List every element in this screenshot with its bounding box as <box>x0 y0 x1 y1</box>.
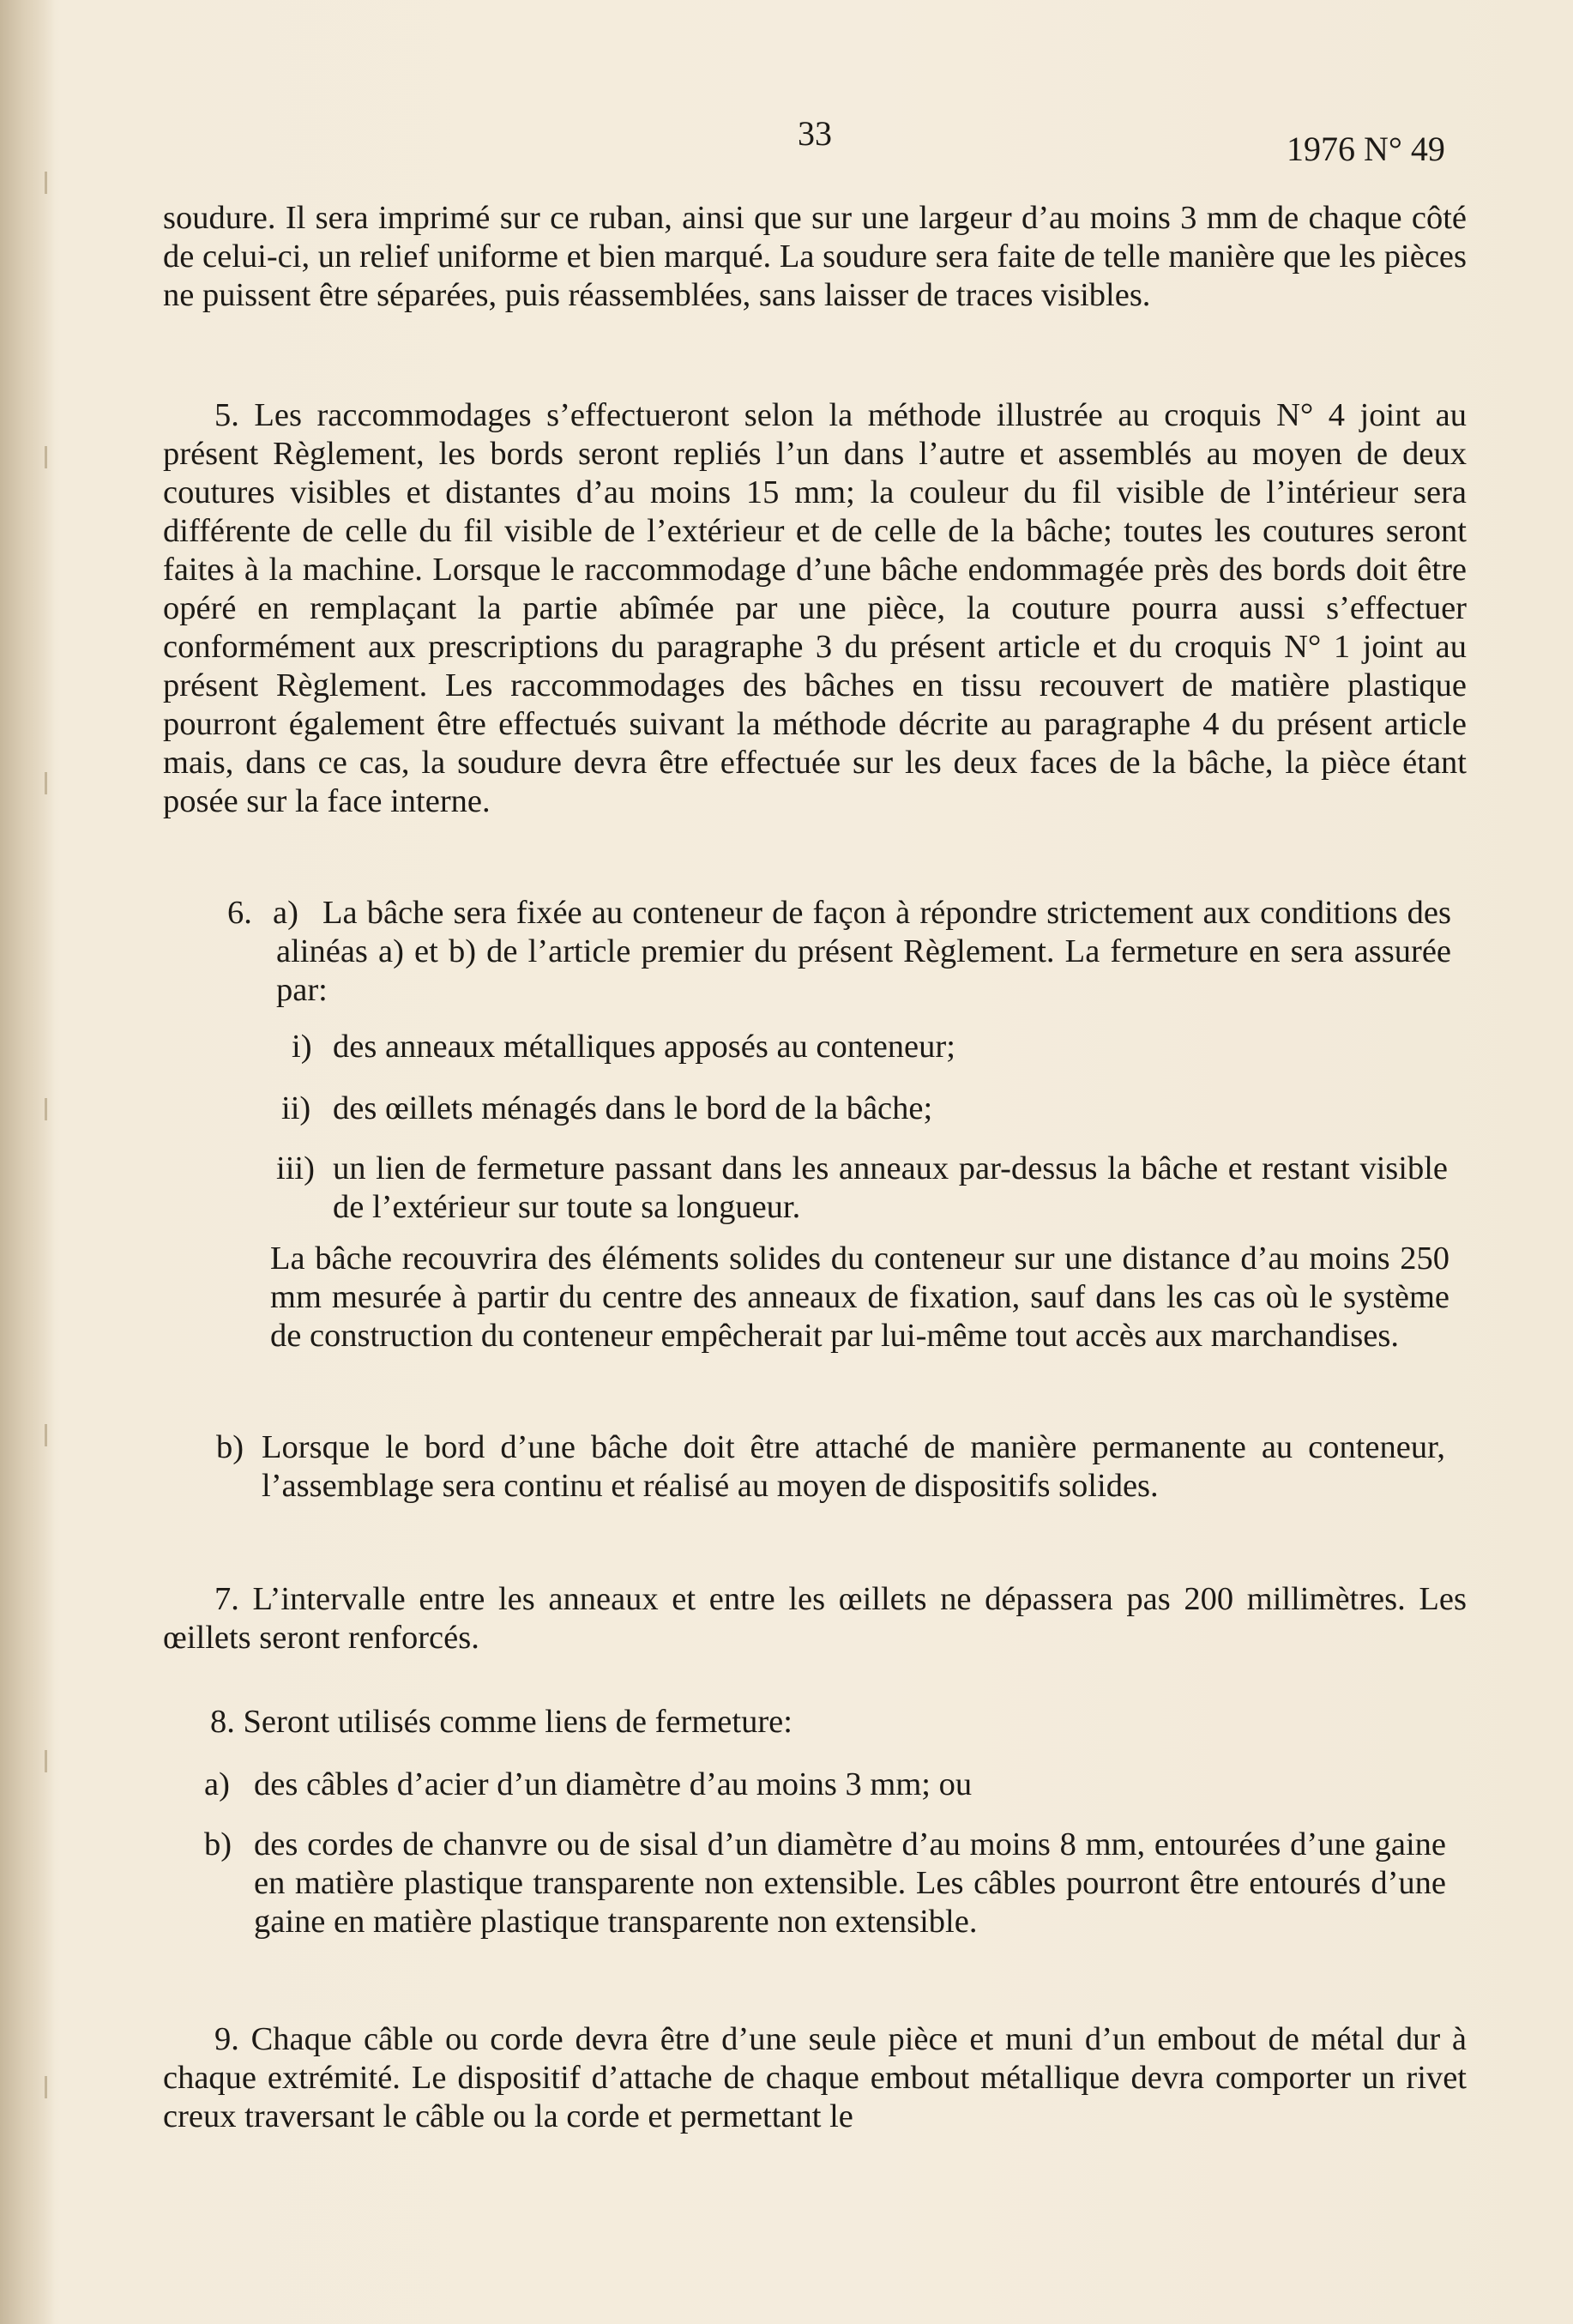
page-binding <box>0 0 55 2324</box>
page-number: 33 <box>798 114 832 153</box>
binding-stitch <box>45 1424 56 1446</box>
binding-stitch <box>45 172 56 194</box>
item-ii-text: des œillets ménagés dans le bord de la bâche; <box>333 1090 933 1126</box>
item-i-text: des anneaux métalliques apposés au conteneur; <box>333 1029 955 1065</box>
paragraph-6b-text: Lorsque le bord d’une bâche doit être attaché de manière permanente au conteneur, l’assemblage sera continu et réalisé au moyen de dispositifs solides. <box>262 1429 1445 1505</box>
paragraph-text: 5. Les raccommodages s’effectueront selon la méthode illustrée au croquis N° 4 joint au présent Règlement, les bords seront repliés l’un dans l’autre et assemblés au moyen de deux coutures visibles et distantes d’au moins 15 mm; la couleur du fil visible de l’intérieur sera différente de celle du fil visible de l’extérieur et de celle de la bâche; toutes les coutures seront faites à la machine. Lorsque le raccommodage d’une bâche endommagée près des bords doit être opéré en remplaçant la partie abîmée par une pièce, la couture pourra aussi s’effectuer conformément aux prescriptions du paragraphe 3 du présent article et du croquis N° 1 joint au présent Règlement. Les raccommodages des bâches en tissu recouvert de matière plastique pourront également être effectués suivant la méthode décrite au paragraphe 4 du présent article mais, dans ce cas, la soudure devra être effectuée sur les deux faces de la bâche, la pièce étant posée sur la face interne. <box>163 397 1467 820</box>
paragraph-5 <box>163 396 1467 821</box>
paragraph-6b-label: b) <box>216 1429 244 1465</box>
paragraph-8b-label: b) <box>204 1826 232 1862</box>
paragraph-8b-text: des cordes de chanvre ou de sisal d’un diamètre d’au moins 8 mm, entourées d’une gaine en matière plastique transparente non extensible. Les câbles pourront être entourés d’une gaine en matière plastique transparente non extensible. <box>254 1826 1446 1941</box>
paragraph-8a-text: des câbles d’acier d’un diamètre d’au moins 3 mm; ou <box>254 1766 973 1802</box>
paragraph-6-number: 6. <box>227 895 252 931</box>
binding-stitch <box>45 446 56 468</box>
paragraph-6a-text: La bâche sera fixée au conteneur de façon à répondre strictement aux conditions des alinéas a) et b) de l’article premier du présent Règlement. La fermeture en sera assurée par: <box>276 895 1451 1009</box>
binding-stitch <box>45 2076 56 2098</box>
binding-stitch <box>45 1750 56 1772</box>
item-i-label: i) <box>292 1029 312 1065</box>
paragraph-8a-label: a) <box>204 1766 230 1802</box>
item-ii-label: ii) <box>281 1090 311 1126</box>
binding-stitch <box>45 772 56 794</box>
binding-stitch <box>45 1098 56 1120</box>
paragraph-continuation <box>163 199 1467 315</box>
paragraph-text: soudure. Il sera imprimé sur ce ruban, ainsi que sur une largeur d’au moins 3 mm de chaque côté de celui-ci, un relief uniforme et bien marqué. La soudure sera faite de telle manière que les pièces ne puissent être séparées, puis réassemblées, sans laisser de traces visibles. <box>163 200 1467 314</box>
paragraph-text: 7. L’intervalle entre les anneaux et entre les œillets ne dépassera pas 200 millimètres. Les œillets seront renforcés. <box>163 1581 1467 1657</box>
paragraph-6a-tail: La bâche recouvrira des éléments solides du conteneur sur une distance d’au moins 250 mm mesurée à partir du centre des anneaux de fixation, sauf dans les cas où le système de construction du conteneur empêcherait par lui-même tout accès aux marchandises. <box>270 1240 1449 1355</box>
year-issue: 1976 N° 49 <box>1287 130 1445 168</box>
paragraph-8: 8. Seront utilisés comme liens de fermeture: <box>210 1704 793 1740</box>
paragraph-7 <box>163 1580 1467 1657</box>
paragraph-text: 9. Chaque câble ou corde devra être d’une seule pièce et muni d’un embout de métal dur à chaque extrémité. Le dispositif d’attache de chaque embout métallique devra comporter un rivet creux traversant le câble ou la corde et permettant le <box>163 2021 1467 2135</box>
paragraph-6a-label: a) <box>273 895 298 931</box>
paragraph-9 <box>163 2020 1467 2136</box>
item-iii-label: iii) <box>276 1150 315 1186</box>
item-iii-text: un lien de fermeture passant dans les anneaux par-dessus la bâche et restant visible de l’extérieur sur toute sa longueur. <box>333 1150 1448 1226</box>
